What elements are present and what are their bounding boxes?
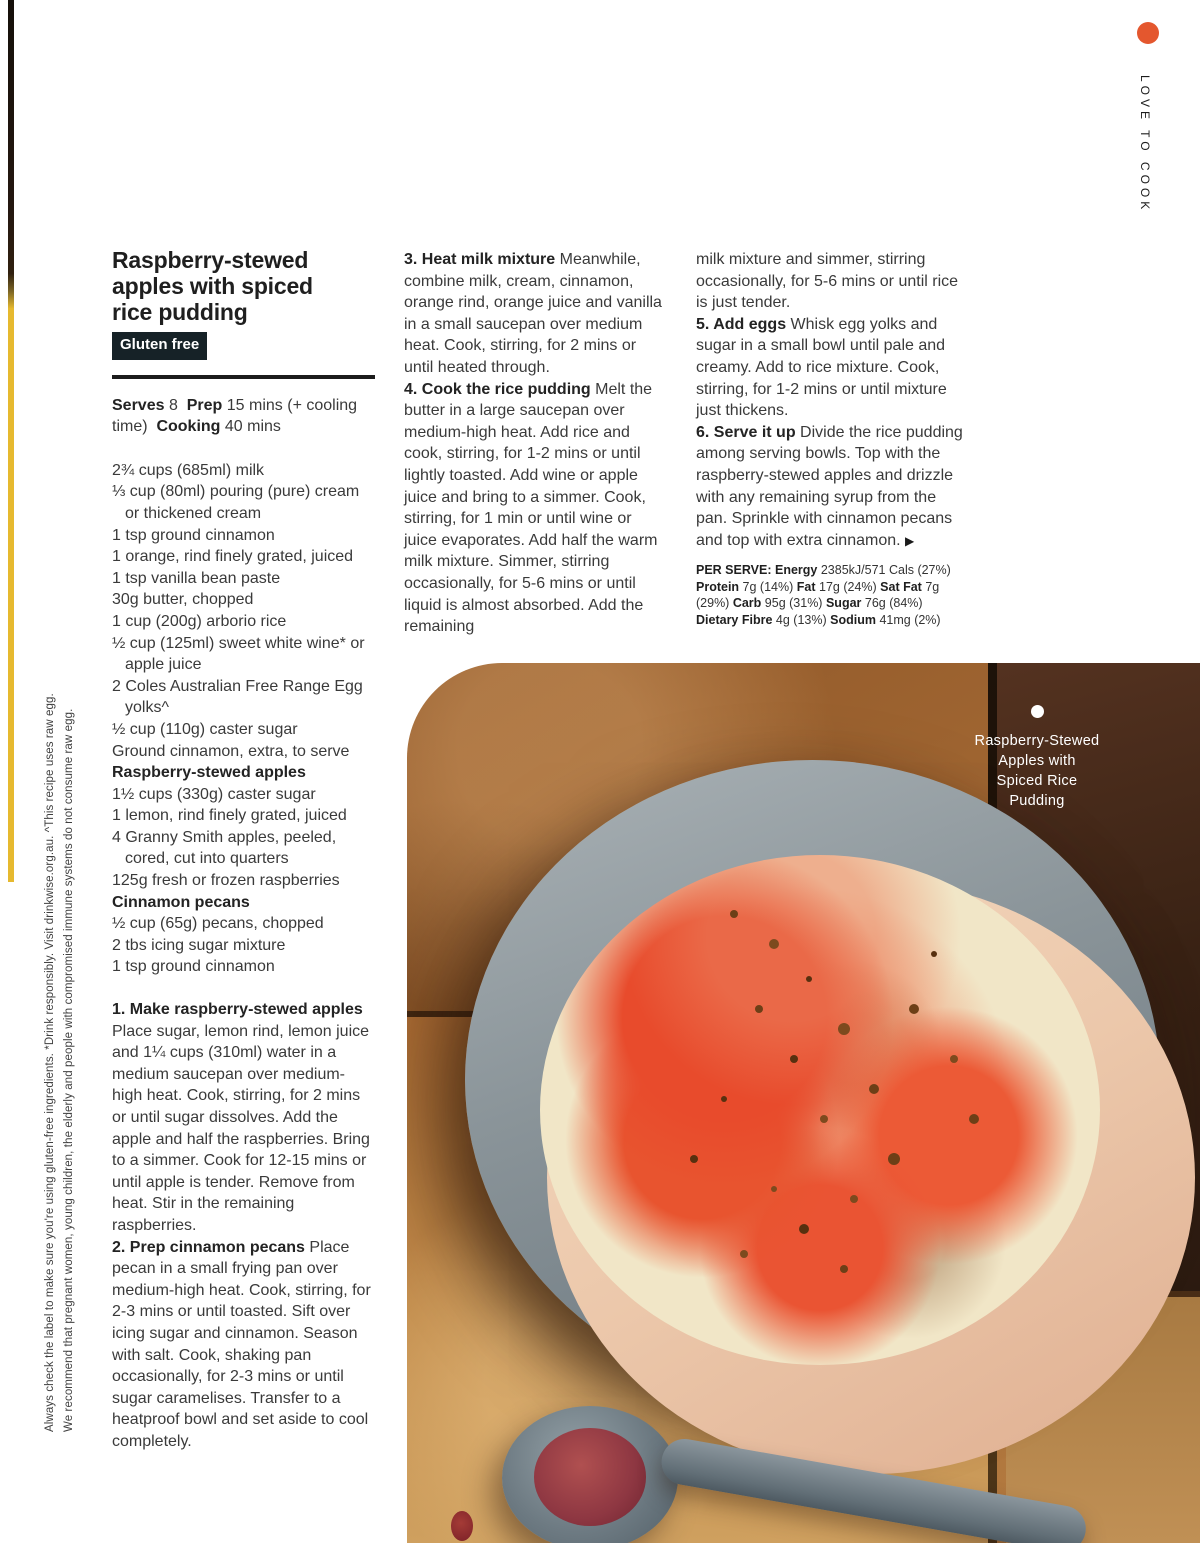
per-serve-label: PER SERVE: <box>696 563 772 578</box>
ingredient: 1 tsp ground cinnamon <box>112 958 275 976</box>
prep-label: Prep <box>186 396 223 414</box>
ingredient: ⅓ cup (80ml) pouring (pure) cream or thickened cream <box>112 483 360 522</box>
page-edge-color-strip <box>8 0 14 882</box>
ingredient: 1 tsp vanilla bean paste <box>112 569 281 587</box>
step-3-lead: 3. Heat milk mixture <box>404 251 556 268</box>
prep-value: 15 mins (+ cooling time) <box>112 396 358 436</box>
ingredient: 125g fresh or frozen raspberries <box>112 872 340 890</box>
step-5 <box>696 314 966 422</box>
section-label: LOVE TO COOK <box>1138 75 1152 214</box>
photo-rice-pudding <box>540 855 1100 1365</box>
recipe-column-1 <box>112 247 375 1453</box>
step-2-text: Place pecan in a small frying pan over medium-high heat. Cook, stirring, for 2-3 mins or until toasted. Sift over icing sugar and cinnamon. Season with salt. Cook, shaking pan occasionally, for 2-3 mins or until sugar caramelises. Transfer to a heatproof bowl and set aside to cool completely. <box>112 1238 371 1450</box>
ingredient: 1 lemon, rind finely grated, juiced <box>112 807 347 825</box>
cooking-value: 40 mins <box>224 418 281 436</box>
cooking-label: Cooking <box>156 418 221 436</box>
step-2-lead: 2. Prep cinnamon pecans <box>112 1238 305 1256</box>
step-5-text: Whisk egg yolks and sugar in a small bowl until pale and creamy. Add to rice mixture. Cook, stirring, for 1-2 mins or until mixture just thickens. <box>696 315 947 420</box>
recipe-column-2 <box>404 249 668 638</box>
serves-value: 8 <box>168 396 178 414</box>
ingredient: ½ cup (65g) pecans, chopped <box>112 915 324 933</box>
step-2 <box>112 1237 375 1453</box>
step-1 <box>112 999 375 1237</box>
disclaimer-line-2: We recommend that pregnant women, young children, the elderly and people with compromised immune systems do not consume raw egg. <box>63 708 75 1432</box>
caption-line: Raspberry-Stewed <box>974 733 1100 749</box>
step-3-text: Meanwhile, combine milk, cream, cinnamon, orange rind, orange juice and vanilla in a small saucepan over medium heat. Cook, stirring, for 2 mins or until heated through. <box>404 251 662 376</box>
serves-label: Serves <box>112 396 165 414</box>
divider-rule <box>112 375 375 379</box>
photo-syrup-drip <box>451 1511 473 1541</box>
ingredient: 1½ cups (330g) caster sugar <box>112 785 316 803</box>
step-6-text: Divide the rice pudding among serving bowls. Top with the raspberry-stewed apples and drizzle with any remaining syrup from the pan. Sprinkle with cinnamon pecans and top with extra cinnamon. <box>696 423 963 549</box>
photo-spoon-bowl <box>502 1406 678 1543</box>
caption-line: Pudding <box>1009 793 1065 809</box>
photo-caption <box>952 705 1122 811</box>
ingredient: Ground cinnamon, extra, to serve <box>112 742 350 760</box>
recipe-meta <box>112 395 375 438</box>
nutrition-info: PER SERVE: Energy 2385kJ/571 Cals (27%) Protein 7g (14%) Fat 17g (24%) Sat Fat 7g (29%) Carb 95g (31%) Sugar 76g (84%) Dietary Fibre 4g (13%) Sodium 41mg (2%) <box>696 563 951 627</box>
step-5-lead: 5. Add eggs <box>696 315 787 333</box>
ingredient: 2 tbs icing sugar mixture <box>112 936 286 954</box>
ingredient: 4 Granny Smith apples, peeled, cored, cut into quarters <box>112 828 337 868</box>
section-marker-dot <box>1137 22 1159 44</box>
ingredient: 1 tsp ground cinnamon <box>112 526 275 544</box>
step-4-continued: milk mixture and simmer, stirring occasionally, for 5-6 mins or until rice is just tender. <box>696 251 959 312</box>
step-1-lead: 1. Make raspberry-stewed apples <box>112 1001 363 1019</box>
ingredient: ½ cup (125ml) sweet white wine* or apple juice <box>112 634 365 674</box>
step-6-lead: 6. Serve it up <box>696 423 796 441</box>
ingredient: 1 cup (200g) arborio rice <box>112 612 287 630</box>
photo-pecan-crumbs <box>730 910 738 918</box>
caption-line: Spiced Rice <box>996 773 1078 789</box>
step-4-text: Melt the butter in a large saucepan over medium-high heat. Add rice and cook, stirring, for 1-2 mins or until lightly toasted. Add wine or apple juice and bring to a simmer. Cook, stirring, for 1 min or until wine or juice evaporates. Add half the warm milk mixture. Simmer, stirring occasionally, for 5-6 mins or until liquid is almost absorbed. Add the remaining <box>404 380 658 636</box>
step-1-text: Place sugar, lemon rind, lemon juice and 1¼ cups (310ml) water in a medium saucepan over medium-high heat. Cook, stirring, for 2 mins or until sugar dissolves. Add the apple and half the raspberries. Bring to a simmer. Cook for 12-15 mins or until apple is tender. Remove from heat. Stir in the remaining raspberries. <box>112 1022 370 1234</box>
recipe-column-3 <box>696 249 966 628</box>
step-4 <box>404 379 668 638</box>
step-4-lead: 4. Cook the rice pudding <box>404 380 591 398</box>
step-3 <box>404 249 668 379</box>
caption-dot-icon <box>1031 705 1044 718</box>
ingredient: 2¾ cups (685ml) milk <box>112 461 265 479</box>
step-6 <box>696 422 966 553</box>
gluten-free-badge: Gluten free <box>112 332 207 360</box>
ingredients-subheading: Cinnamon pecans <box>112 893 250 911</box>
ingredients-subheading: Raspberry-stewed apples <box>112 764 306 782</box>
ingredient: ½ cup (110g) caster sugar <box>112 720 298 738</box>
ingredient: 1 orange, rind finely grated, juiced <box>112 548 354 566</box>
recipe-photo <box>407 663 1200 1543</box>
ingredient: 30g butter, chopped <box>112 591 254 609</box>
photo-spoon-fruit <box>534 1428 647 1526</box>
caption-line: Apples with <box>998 753 1076 769</box>
method-steps-col1 <box>112 999 375 1452</box>
ingredients-list <box>112 460 375 978</box>
ingredient: 2 Coles Australian Free Range Egg yolks^ <box>112 677 363 717</box>
recipe-title: Raspberry-stewed apples with spiced rice pudding <box>112 247 313 325</box>
continued-marker: ▶ <box>905 533 915 548</box>
disclaimer-line-1: Always check the label to make sure you're using gluten-free ingredients. *Drink responsibly. Visit drinkwise.org.au. ^This recipe uses raw egg. <box>44 693 56 1432</box>
